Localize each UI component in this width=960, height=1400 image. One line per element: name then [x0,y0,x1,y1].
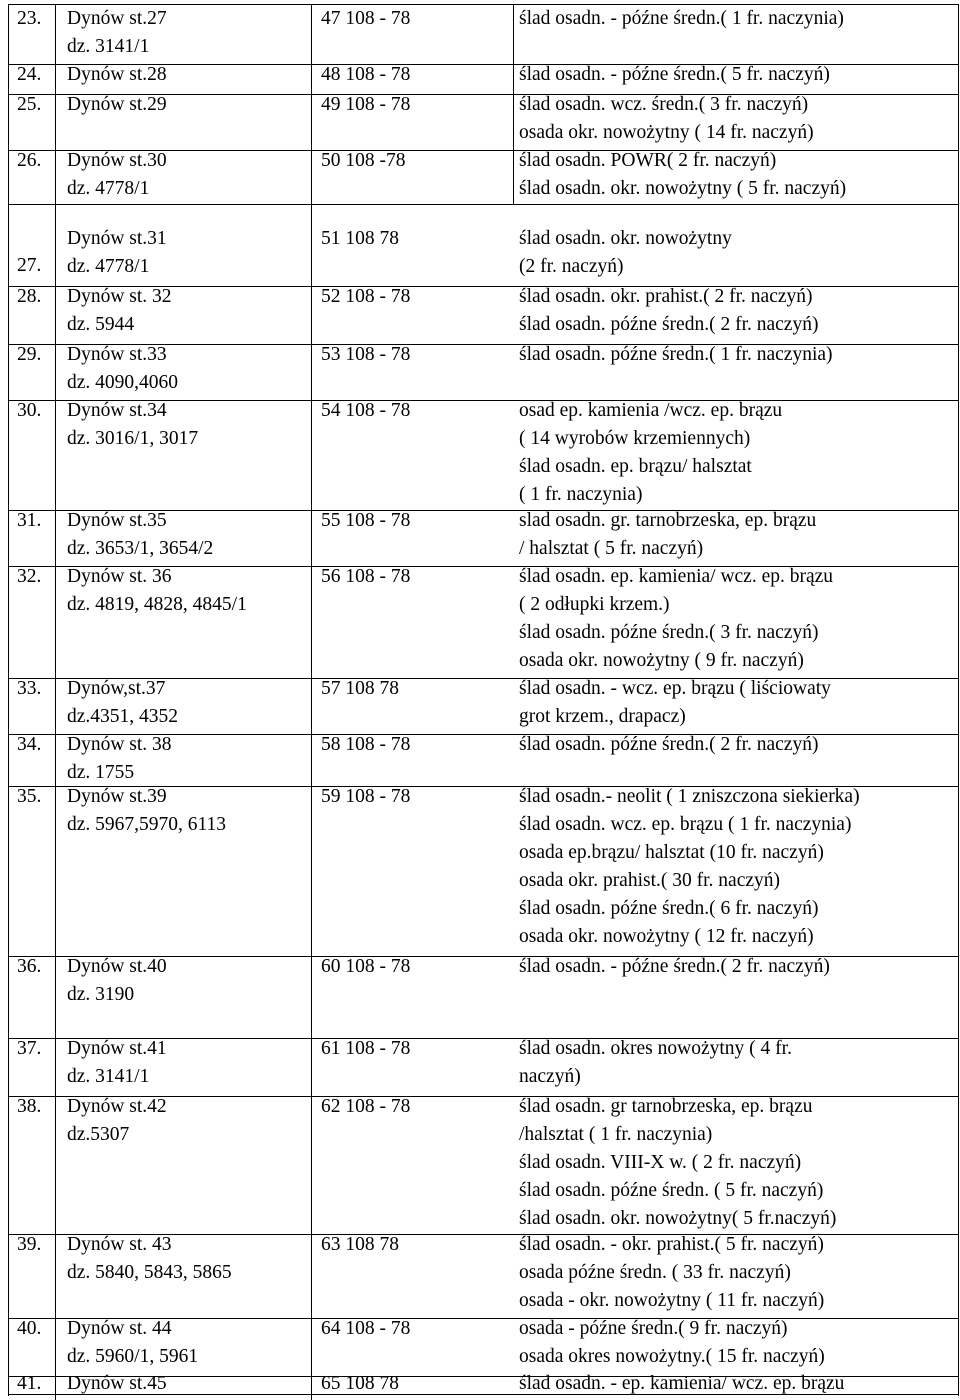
row-number: 37. [17,1038,42,1059]
site-name-line: Dynów st. 44 [67,1318,172,1339]
finds-description-line: osada okres nowożytny.( 15 fr. naczyń) [519,1346,825,1367]
site-name [67,675,178,731]
row-number: 40. [17,1318,42,1339]
row-number: 25. [17,94,42,115]
finds-description-line: grot krzem., drapacz) [519,706,686,727]
site-name-line: dz. 5960/1, 5961 [67,1346,199,1367]
table-row [9,1234,958,1318]
site-name-line: Dynów st.27 [67,8,167,29]
finds-description-line: ( 1 fr. naczynia) [519,484,643,505]
column-divider [311,957,312,1038]
table-row [9,286,958,344]
column-divider [311,787,312,956]
site-name-line: Dynów st.35 [67,510,167,531]
column-divider [55,5,56,64]
site-code-line: 65 108 78 [321,1373,399,1394]
site-code-line: 51 108 78 [321,228,399,249]
site-name-line: Dynów st.34 [67,400,167,421]
finds-description-line: ślad osadn. VIII-X w. ( 2 fr. naczyń) [519,1152,802,1173]
table-row [9,150,958,204]
finds-description-line: naczyń) [519,1066,581,1087]
finds-description-line: osada - okr. nowożytny ( 11 fr. naczyń) [519,1290,825,1311]
finds-description [519,341,833,369]
site-name-line: Dynów st.45 [67,1373,167,1394]
finds-description-line: osada okr. nowożytny ( 9 fr. naczyń) [519,650,804,671]
column-divider [55,1097,56,1234]
column-divider [55,95,56,150]
site-name-line: Dynów st. 32 [67,286,172,307]
site-name-line: Dynów st. 43 [67,1234,172,1255]
site-code [321,283,410,311]
finds-description-line: ślad osadn. późne średn.( 2 fr. naczyń) [519,734,819,755]
row-number: 30. [17,400,42,421]
finds-description-line: ślad osadn. - późne średn.( 5 fr. naczyń) [519,64,830,85]
table-row [9,1096,958,1234]
row-number: 36. [17,956,42,977]
sites-table [8,4,959,1396]
site-code [321,397,410,425]
row-number: 31. [17,510,42,531]
finds-description-line: ślad osadn. gr tarnobrzeska, ep. brązu [519,1096,813,1117]
finds-description-line: / halsztat ( 5 fr. naczyń) [519,538,704,559]
site-code-line: 52 108 - 78 [321,286,411,307]
site-name-line: Dynów st.31 [67,228,167,249]
finds-description [519,1035,792,1091]
table-row [9,566,958,678]
site-name [67,5,167,61]
site-code-line: 54 108 - 78 [321,400,411,421]
site-code-line: 60 108 - 78 [321,956,411,977]
site-code-line: 48 108 - 78 [321,64,411,85]
site-code [321,953,410,981]
finds-description [519,283,818,339]
column-divider [55,511,56,566]
site-name-line: dz. 5944 [67,314,135,335]
finds-description-line: ślad osadn. - późne średn.( 1 fr. naczynia) [519,8,844,29]
row-number: 38. [17,1096,42,1117]
site-name [67,341,178,397]
table-row [9,1373,958,1400]
column-divider [55,1039,56,1096]
column-divider [55,151,56,204]
site-name-line: dz. 3016/1, 3017 [67,428,199,449]
table-row [9,1318,958,1376]
finds-description-line: ślad osadn. ep. brązu/ halsztat [519,456,752,477]
column-divider [311,679,312,734]
finds-description [519,563,833,675]
site-name [67,1231,232,1287]
finds-description-line: ślad osadn. - późne średn.( 2 fr. naczyń) [519,956,830,977]
finds-description-line: ślad osadn. późne średn.( 6 fr. naczyń) [519,898,819,919]
site-code-line: 59 108 - 78 [321,786,411,807]
table-row [9,344,958,400]
site-code-line: 53 108 - 78 [321,344,411,365]
site-name [67,147,167,203]
column-divider [311,1039,312,1096]
site-code-line: 47 108 - 78 [321,8,411,29]
row-number: 29. [17,344,42,365]
site-name-line: dz. 4778/1 [67,256,150,277]
finds-description-line: osada ep.brązu/ halsztat (10 fr. naczyń) [519,842,824,863]
row-number: 28. [17,286,42,307]
finds-description-line: ślad osadn. okr. nowożytny [519,228,732,249]
site-code-line: 56 108 - 78 [321,566,411,587]
site-code [321,563,410,591]
finds-description-line: osada późne średn. ( 33 fr. naczyń) [519,1262,791,1283]
finds-description-line: osada okr. nowożytny ( 12 fr. naczyń) [519,926,814,947]
site-name-line: dz. 3141/1 [67,1066,150,1087]
column-divider [55,205,56,286]
site-name [67,507,213,563]
finds-description-line: /halsztat ( 1 fr. naczynia) [519,1124,713,1145]
table-row [9,64,958,94]
site-code [321,91,410,119]
finds-description-line: ślad osadn.- neolit ( 1 zniszczona siekierka) [519,786,860,807]
finds-description-line: ślad osadn. POWR( 2 fr. naczyń) [519,150,777,171]
finds-description [519,147,846,203]
site-name-line: Dynów st.39 [67,786,167,807]
site-name [67,1093,167,1149]
table-row [9,94,958,150]
column-divider [55,735,56,786]
table-row [9,204,958,286]
site-name [67,953,167,1009]
site-name-line: Dynów st.40 [67,956,167,977]
finds-description [519,675,831,731]
site-name-line: Dynów st.41 [67,1038,167,1059]
finds-description-line: osada okr. nowożytny ( 14 fr. naczyń) [519,122,814,143]
site-code [321,1231,399,1259]
finds-description-line: ślad osadn. wcz. ep. brązu ( 1 fr. naczynia) [519,814,852,835]
finds-description [519,397,782,509]
column-divider [311,65,312,94]
site-code [321,1093,410,1121]
site-name-line: Dynów st.28 [67,64,167,85]
row-number: 23. [17,8,42,29]
finds-description-line: ślad osadn. - okr. prahist.( 5 fr. naczyń) [519,1234,824,1255]
column-divider [55,65,56,94]
site-code [321,61,410,89]
column-divider [513,95,514,150]
site-code-line: 64 108 - 78 [321,1318,411,1339]
site-name-line: Dynów st. 36 [67,566,172,587]
site-code [321,507,410,535]
site-code-line: 49 108 - 78 [321,94,411,115]
finds-description-line: ślad osadn. okr. nowożytny ( 5 fr. naczyń) [519,178,847,199]
site-code-line: 50 108 -78 [321,150,406,171]
row-number: 39. [17,1234,42,1255]
column-divider [55,957,56,1038]
site-code [321,675,399,703]
site-code [321,341,410,369]
site-name [67,283,172,339]
row-number: 24. [17,64,42,85]
site-code-line: 63 108 78 [321,1234,399,1255]
row-number: 41. [17,1373,42,1394]
site-code-line: 55 108 - 78 [321,510,411,531]
finds-description-line: ślad osadn. późne średn. ( 5 fr. naczyń) [519,1180,824,1201]
column-divider [311,401,312,510]
column-divider [55,401,56,510]
finds-description [519,1315,825,1371]
finds-description [519,61,830,89]
column-divider [311,287,312,344]
row-number: 35. [17,786,42,807]
column-divider [55,287,56,344]
site-name [67,731,172,787]
site-name [67,563,247,619]
site-name-line: Dynów,st.37 [67,678,166,699]
site-name-line: dz. 5840, 5843, 5865 [67,1262,232,1283]
column-divider [311,1097,312,1234]
site-name-line: Dynów st.33 [67,344,167,365]
site-name [67,225,167,281]
site-code [321,5,410,33]
table-row [9,4,958,64]
site-code [321,1035,410,1063]
column-divider [513,65,514,94]
finds-description-line: ślad osadn. ep. kamienia/ wcz. ep. brązu [519,566,834,587]
finds-description-line: ( 14 wyrobów krzemiennych) [519,428,751,449]
column-divider [311,5,312,64]
column-divider [311,735,312,786]
site-name-line: Dynów st.29 [67,94,167,115]
row-number: 33. [17,678,42,699]
table-row [9,510,958,566]
finds-description [519,507,816,563]
column-divider [311,511,312,566]
table-row [9,786,958,956]
site-code [321,783,410,811]
table-bottom-border [9,1394,958,1395]
column-divider [311,95,312,150]
site-name [67,91,167,119]
finds-description [519,1093,836,1233]
finds-description-line: osada okr. prahist.( 30 fr. naczyń) [519,870,781,891]
site-name-line: dz. 4778/1 [67,178,150,199]
column-divider [311,1377,312,1400]
finds-description-line: (2 fr. naczyń) [519,256,624,277]
finds-description-line: ślad osadn. późne średn.( 2 fr. naczyń) [519,314,819,335]
finds-description-line: ślad osadn. późne średn.( 1 fr. naczynia) [519,344,833,365]
finds-description-line: ślad osadn. okres nowożytny ( 4 fr. [519,1038,792,1059]
column-divider [311,205,312,286]
column-divider [55,1319,56,1376]
site-code [321,1315,410,1343]
table-row [9,956,958,1038]
column-divider [55,679,56,734]
site-code-line: 62 108 - 78 [321,1096,411,1117]
finds-description [519,731,818,759]
site-name-line: dz. 5967,5970, 6113 [67,814,227,835]
finds-description-line: osad ep. kamienia /wcz. ep. brązu [519,400,783,421]
column-divider [55,787,56,956]
row-number: 27. [17,255,42,276]
column-divider [513,151,514,204]
finds-description-line: ślad osadn. okr. nowożytny( 5 fr.naczyń) [519,1208,837,1229]
finds-description-line: ślad osadn. - ep. kamienia/ wcz. ep. brązu [519,1373,845,1394]
finds-description [519,91,814,147]
finds-description-line: ślad osadn. - wcz. ep. brązu ( liściowaty [519,678,831,699]
column-divider [513,5,514,64]
finds-description-line: ślad osadn. okr. prahist.( 2 fr. naczyń) [519,286,813,307]
site-name [67,397,198,453]
site-name-line: Dynów st. 38 [67,734,172,755]
site-name-line: dz. 4819, 4828, 4845/1 [67,594,247,615]
column-divider [311,1319,312,1376]
column-divider [311,567,312,678]
finds-description [519,5,844,33]
column-divider [55,567,56,678]
site-name [67,783,226,839]
site-name [67,61,167,89]
column-divider [55,1377,56,1400]
row-number: 26. [17,150,42,171]
site-name-line: dz.5307 [67,1124,130,1145]
finds-description [519,1231,824,1315]
table-row [9,1038,958,1096]
column-divider [311,1235,312,1318]
site-name [67,1035,167,1091]
finds-description-line: slad osadn. gr. tarnobrzeska, ep. brązu [519,510,817,531]
table-row [9,678,958,734]
table-row [9,734,958,786]
site-code [321,731,410,759]
site-name-line: Dynów st.42 [67,1096,167,1117]
column-divider [311,345,312,400]
site-name [67,1315,198,1371]
site-code-line: 57 108 78 [321,678,399,699]
site-code [321,225,399,253]
column-divider [55,1235,56,1318]
finds-description-line: osada - późne średn.( 9 fr. naczyń) [519,1318,788,1339]
finds-description-line: ślad osadn. wcz. średn.( 3 fr. naczyń) [519,94,809,115]
finds-description-line: ślad osadn. późne średn.( 3 fr. naczyń) [519,622,819,643]
site-name-line: dz. 4090,4060 [67,372,179,393]
row-number: 34. [17,734,42,755]
site-name-line: dz.4351, 4352 [67,706,179,727]
site-code [321,147,406,175]
table-row [9,400,958,510]
finds-description [519,783,860,951]
site-name-line: dz. 3653/1, 3654/2 [67,538,214,559]
finds-description [519,953,830,981]
site-code-line: 61 108 - 78 [321,1038,411,1059]
site-name-line: Dynów st.30 [67,150,167,171]
site-name-line: dz. 1755 [67,762,135,783]
finds-description [519,225,732,281]
site-name-line: dz. 3141/1 [67,36,150,57]
site-code-line: 58 108 - 78 [321,734,411,755]
site-name-line: dz. 3190 [67,984,135,1005]
column-divider [311,151,312,204]
column-divider [55,345,56,400]
finds-description-line: ( 2 odłupki krzem.) [519,594,670,615]
row-number: 32. [17,566,42,587]
